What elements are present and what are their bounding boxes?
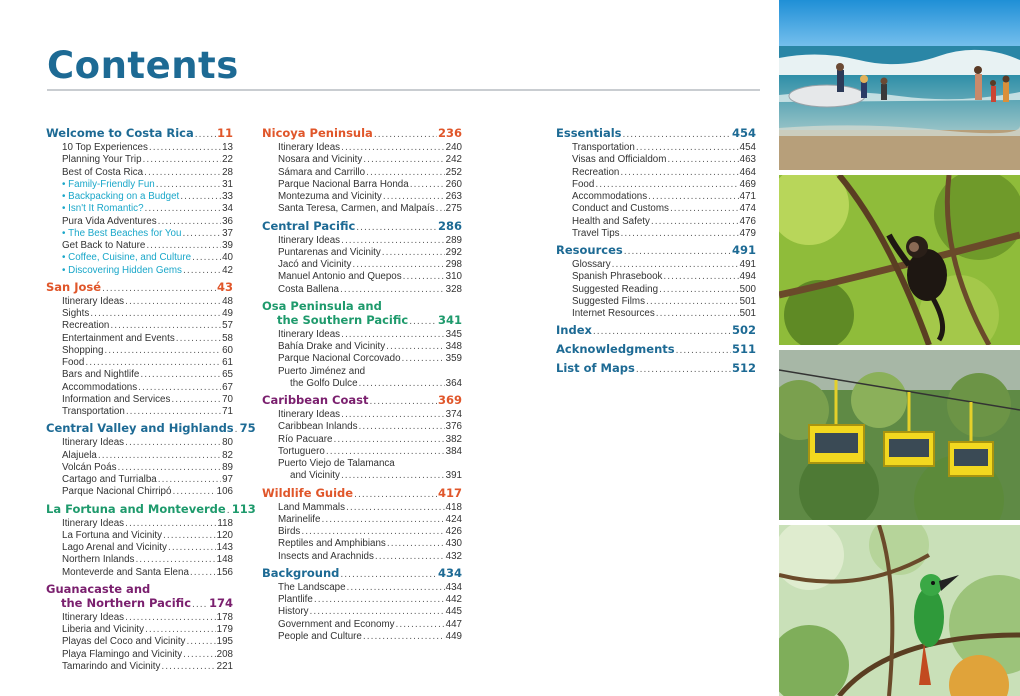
toc-entry[interactable]: Cartago and Turrialba ..... 97 [46, 474, 233, 486]
toc-entry[interactable]: Plantlife ..... 442 [262, 594, 462, 606]
page-number: 236 [437, 126, 462, 140]
page-number: 512 [731, 361, 756, 376]
toc-entry[interactable]: Accommodations ..... 67 [46, 382, 233, 394]
page-number: 286 [437, 218, 462, 233]
page-number: 174 [208, 595, 233, 610]
bullet-icon: • [62, 191, 69, 202]
toc-entry[interactable]: Shopping ..... 60 [46, 345, 233, 357]
page-number: 43 [216, 279, 233, 294]
toc-entry[interactable]: Birds ..... 426 [262, 526, 462, 538]
page-number: 511 [731, 342, 756, 357]
toc-section-guanacaste-cont[interactable]: the Northern Pacific ..... 174 [46, 596, 233, 612]
toc-entry[interactable]: Caribbean Inlands ..... 376 [262, 421, 462, 433]
toc-entry[interactable]: Playas del Coco and Vicinity ..... 195 [46, 636, 233, 648]
toc-entry[interactable]: Land Mammals ..... 418 [262, 502, 462, 514]
toc-section-resources[interactable]: Resources ..... 491 [556, 243, 756, 259]
toc-entry[interactable]: Visas and Officialdom ..... 463 [556, 154, 756, 166]
toc-entry[interactable]: Health and Safety ..... 476 [556, 216, 756, 228]
toc-entry-cont[interactable]: and Vicinity ..... 391 [262, 470, 462, 482]
toc-entry[interactable]: Itinerary Ideas ..... 80 [46, 437, 233, 449]
toc-entry[interactable]: Montezuma and Vicinity ..... 263 [262, 191, 462, 203]
toc-entry[interactable]: Río Pacuare ..... 382 [262, 434, 462, 446]
page-number: 369 [437, 393, 462, 407]
toc-entry[interactable]: Playa Flamingo and Vicinity ..... 208 [46, 649, 233, 661]
toc-entry[interactable]: Itinerary Ideas ..... 178 [46, 612, 233, 624]
toc-entry[interactable]: Sights ..... 49 [46, 308, 233, 320]
toc-entry[interactable]: Spanish Phrasebook ..... 494 [556, 271, 756, 283]
toc-entry[interactable]: Itinerary Ideas ..... 345 [262, 329, 462, 341]
bullet-icon: • [62, 227, 69, 239]
toc-entry[interactable]: Tortuguero ..... 384 [262, 446, 462, 458]
page-number: 11 [216, 126, 233, 140]
toc-entry[interactable]: Marinelife ..... 424 [262, 514, 462, 526]
toc-entry[interactable]: Itinerary Ideas ..... 374 [262, 409, 462, 421]
toc-entry[interactable]: Parque Nacional Corcovado ..... 359 [262, 353, 462, 365]
bullet-icon: • [62, 264, 69, 276]
toc-entry[interactable]: People and Culture ..... 449 [262, 631, 462, 643]
toc-section-guanacaste[interactable]: Guanacaste and [46, 581, 151, 596]
toc-entry[interactable]: Northern Inlands ..... 148 [46, 554, 233, 566]
toc-entry[interactable]: Tamarindo and Vicinity ..... 221 [46, 661, 233, 673]
toc-entry[interactable]: Parque Nacional Barra Honda ..... 260 [262, 179, 462, 191]
toc-entry[interactable]: Puntarenas and Vicinity ..... 292 [262, 247, 462, 259]
toc-entry[interactable]: Itinerary Ideas ..... 118 [46, 518, 233, 530]
toc-section-list-of-maps[interactable]: List of Maps ..... 512 [556, 361, 756, 377]
toc-entry[interactable]: • Family-Friendly Fun ..... 31 [46, 179, 233, 191]
toc-entry[interactable]: Entertainment and Events ..... 58 [46, 333, 233, 345]
toc-entry[interactable]: Puerto Viejo de Talamanca [278, 458, 395, 469]
toc-entry[interactable]: Food ..... 61 [46, 357, 233, 369]
toc-section-san-jose[interactable]: San José ..... 43 [46, 280, 233, 296]
toc-entry[interactable]: Itinerary Ideas ..... 289 [262, 235, 462, 247]
toc-section-la-fortuna[interactable]: La Fortuna and Monteverde ..... 113 [46, 502, 233, 518]
toc-column-3 [556, 126, 756, 377]
toc-entry[interactable]: Alajuela ..... 82 [46, 450, 233, 462]
toc-entry[interactable]: Internet Resources ..... 501 [556, 308, 756, 320]
beach-surf-photo [779, 0, 1020, 170]
toc-entry[interactable]: Accommodations ..... 471 [556, 191, 756, 203]
toc-section-osa-cont[interactable]: the Southern Pacific ..... 341 [262, 313, 462, 329]
toc-section-index[interactable]: Index ..... 502 [556, 323, 756, 339]
toc-entry[interactable]: Conduct and Customs ..... 474 [556, 203, 756, 215]
toc-entry[interactable]: Sámara and Carrillo ..... 252 [262, 167, 462, 179]
toc-entry[interactable]: Manuel Antonio and Quepos ..... 310 [262, 271, 462, 283]
toc-entry[interactable]: Insects and Arachnids ..... 432 [262, 551, 462, 563]
toc-entry[interactable]: Planning Your Trip ..... 22 [46, 154, 233, 166]
page-number: 502 [731, 323, 756, 338]
toc-entry[interactable]: Nosara and Vicinity ..... 242 [262, 154, 462, 166]
toc-entry[interactable]: Suggested Reading ..... 500 [556, 284, 756, 296]
toc-entry[interactable]: • Coffee, Cuisine, and Culture ..... 40 [46, 252, 233, 264]
toc-entry[interactable]: • The Best Beaches for You ..... 37 [46, 228, 233, 240]
toc-entry[interactable]: Puerto Jiménez and [278, 365, 366, 377]
toc-section-wildlife[interactable]: Wildlife Guide ..... 417 [262, 486, 462, 502]
toc-entry[interactable]: Costa Ballena ..... 328 [262, 284, 462, 296]
toc-entry[interactable]: Volcán Poás ..... 89 [46, 462, 233, 474]
toc-entry[interactable]: • Isn't It Romantic? ..... 34 [46, 203, 233, 215]
toc-entry[interactable]: Food ..... 469 [556, 179, 756, 191]
toc-entry[interactable]: Best of Costa Rica ..... 28 [46, 167, 233, 179]
toc-section-osa[interactable]: Osa Peninsula and [262, 298, 382, 313]
title-divider [47, 89, 760, 91]
toc-section-central-pacific[interactable]: Central Pacific ..... 286 [262, 219, 462, 235]
toucanet-photo [779, 525, 1020, 696]
toc-entry[interactable]: Itinerary Ideas ..... 240 [262, 142, 462, 154]
aerial-tram-photo [779, 350, 1020, 520]
toc-entry[interactable]: Information and Services ..... 70 [46, 394, 233, 406]
toc-entry[interactable]: Glossary ..... 491 [556, 259, 756, 271]
toc-entry[interactable]: Jacó and Vicinity ..... 298 [262, 259, 462, 271]
bullet-icon: • [62, 252, 69, 264]
toc-entry[interactable]: Monteverde and Santa Elena ..... 156 [46, 567, 233, 579]
toc-entry[interactable]: History ..... 445 [262, 606, 462, 618]
bullet-icon: • [62, 178, 69, 190]
bullet-icon: • [62, 203, 69, 215]
page-number: 113 [231, 501, 256, 516]
toc-section-central-valley[interactable]: Central Valley and Highlands ..... 75 [46, 421, 233, 437]
page-number: 434 [437, 565, 462, 580]
toc-entry[interactable]: Santa Teresa, Carmen, and Malpaís ..... 275 [262, 203, 462, 215]
page-number: 417 [437, 485, 462, 500]
toc-entry[interactable]: Travel Tips ..... 479 [556, 228, 756, 240]
toc-entry[interactable]: Recreation ..... 57 [46, 320, 233, 332]
page-number: 491 [731, 243, 756, 257]
toc-section-welcome[interactable]: Welcome to Costa Rica ..... 11 [46, 126, 233, 142]
toc-entry[interactable]: Recreation ..... 464 [556, 167, 756, 179]
toc-entry[interactable]: Government and Economy ..... 447 [262, 619, 462, 631]
toc-section-essentials[interactable]: Essentials ..... 454 [556, 126, 756, 142]
toc-entry[interactable]: Itinerary Ideas ..... 48 [46, 296, 233, 308]
toc-column-2 [262, 126, 462, 643]
toc-section-acknowledgments[interactable]: Acknowledgments ..... 511 [556, 342, 756, 358]
toc-entry[interactable]: Transportation ..... 454 [556, 142, 756, 154]
page-title: Contents [47, 44, 239, 87]
toc-column-1 [46, 126, 256, 673]
toc-entry[interactable]: Liberia and Vicinity ..... 179 [46, 624, 233, 636]
toc-entry[interactable]: Pura Vida Adventures ..... 36 [46, 216, 233, 228]
toc-section-nicoya[interactable]: Nicoya Peninsula ..... 236 [262, 126, 462, 142]
toc-section-background[interactable]: Background ..... 434 [262, 566, 462, 582]
toc-section-caribbean[interactable]: Caribbean Coast ..... 369 [262, 393, 462, 409]
toc-entry[interactable]: • Backpacking on a Budget ..... 33 [46, 191, 233, 203]
toc-entry[interactable]: Reptiles and Amphibians ..... 430 [262, 538, 462, 550]
toc-entry[interactable]: Suggested Films ..... 501 [556, 296, 756, 308]
monkey-photo [779, 175, 1020, 345]
toc-entry-cont[interactable]: the Golfo Dulce ..... 364 [262, 378, 462, 390]
toc-entry[interactable]: 10 Top Experiences ..... 13 [46, 142, 233, 154]
toc-entry[interactable]: La Fortuna and Vicinity ..... 120 [46, 530, 233, 542]
page-number: 454 [731, 126, 756, 140]
toc-entry[interactable]: Transportation ..... 71 [46, 406, 233, 418]
toc-entry[interactable]: Parque Nacional Chirripó ..... 106 [46, 486, 233, 498]
toc-entry[interactable]: The Landscape ..... 434 [262, 582, 462, 594]
page-number: 341 [437, 312, 462, 327]
page-number: 75 [239, 421, 256, 436]
toc-entry[interactable]: Lago Arenal and Vicinity ..... 143 [46, 542, 233, 554]
toc-entry[interactable]: • Discovering Hidden Gems ..... 42 [46, 265, 233, 277]
toc-entry[interactable]: Bars and Nightlife ..... 65 [46, 369, 233, 381]
toc-entry[interactable]: Bahía Drake and Vicinity ..... 348 [262, 341, 462, 353]
toc-entry[interactable]: Get Back to Nature ..... 39 [46, 240, 233, 252]
